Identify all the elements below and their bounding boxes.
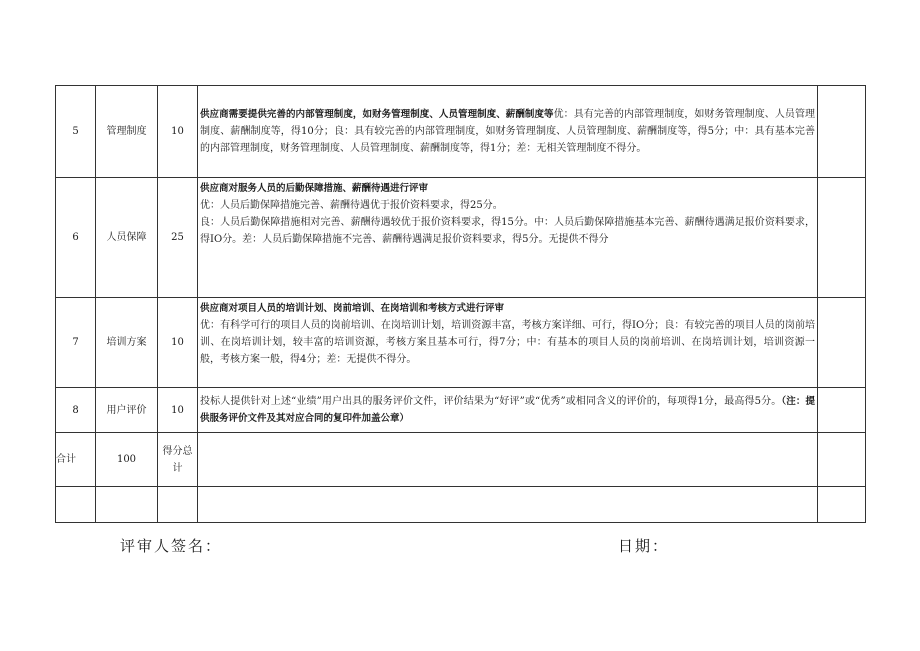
total-row bbox=[56, 433, 866, 487]
criteria-grading: 良：人员后勤保障措施相对完善、薪酬待遇较优于报价资料要求，得15分。中：人员后勤保障措施基本完善、薪酬待遇满足报价资料要求，得IO分。差：人员后勤保障措施不完善、薪酬待遇满足报价资料要求，得5分。无提供不得分 bbox=[200, 217, 815, 245]
total-extra-cell bbox=[818, 433, 866, 487]
criteria-requirement: 供应商对服务人员的后勤保障措施、薪酬待遇进行评审 bbox=[200, 183, 429, 194]
criteria-description bbox=[198, 86, 818, 178]
row-number: 8 bbox=[56, 388, 96, 433]
table-row bbox=[56, 298, 866, 388]
scoring-table bbox=[55, 85, 866, 523]
empty-row bbox=[56, 487, 866, 523]
criteria-description bbox=[198, 388, 818, 433]
reviewer-signature-label: 评审人签名： bbox=[120, 537, 223, 555]
criteria-requirement: 供应商需要提供完善的内部管理制度，如财务管理制度、人员管理制度、薪酬制度等 bbox=[200, 109, 554, 120]
criteria-grading-excellent: 优：人员后勤保障措施完善、薪酬待遇优于报价资料要求，得25分。 bbox=[200, 200, 503, 211]
table-row bbox=[56, 178, 866, 298]
total-score-cell[interactable] bbox=[198, 433, 818, 487]
total-score-label: 得分总计 bbox=[158, 433, 198, 487]
criteria-grading: 优：有科学可行的项目人员的岗前培训、在岗培训计划，培训资源丰富，考核方案详细、可行，得IO分；良：有较完善的项目人员的岗前培训、在岗培训计划，较丰富的培训资源，考核方案且基本可行，得7分；中：有基本的项目人员的岗前培训、在岗培训计划，培训资源一般，考核方案一般，得4分；差：无提供不得分。 bbox=[200, 320, 815, 365]
criteria-grading: 优：具有完善的内部管理制度，如财务管理制度、人员管理制度、薪酬制度等，得10分；良：具有较完善的内部管理制度，如财务管理制度、人员管理制度、薪酬制度等，得5分；中：具有基本完善的内部管理制度，财务管理制度、人员管理制度、薪酬制度等，得1分；差：无相关管理制度不得分。 bbox=[200, 109, 815, 154]
criteria-name: 人员保障 bbox=[96, 178, 158, 298]
score-cell[interactable] bbox=[818, 86, 866, 178]
table-row bbox=[56, 388, 866, 433]
criteria-name: 培训方案 bbox=[96, 298, 158, 388]
score-cell[interactable] bbox=[818, 298, 866, 388]
score-cell[interactable] bbox=[818, 388, 866, 433]
criteria-score: 10 bbox=[158, 86, 198, 178]
empty-cell bbox=[56, 487, 96, 523]
criteria-requirement: 供应商对项目人员的培训计划、岗前培训、在岗培训和考核方式进行评审 bbox=[200, 303, 505, 314]
row-number: 7 bbox=[56, 298, 96, 388]
criteria-note: （注：提供服务评价文件及其对应合同的复印件加盖公章） bbox=[200, 396, 815, 424]
criteria-description bbox=[198, 298, 818, 388]
row-number: 5 bbox=[56, 86, 96, 178]
empty-cell bbox=[158, 487, 198, 523]
empty-cell[interactable] bbox=[198, 487, 818, 523]
criteria-score: 25 bbox=[158, 178, 198, 298]
date-label: 日期： bbox=[618, 537, 670, 555]
criteria-description bbox=[198, 178, 818, 298]
total-label: 合计 bbox=[56, 433, 96, 487]
empty-cell bbox=[818, 487, 866, 523]
criteria-grading: 投标人提供针对上述“业绩”用户出具的服务评价文件，评价结果为“好评”或“优秀”或相同含义的评价的，每项得1分，最高得5分。 bbox=[200, 396, 782, 407]
criteria-name: 管理制度 bbox=[96, 86, 158, 178]
score-cell[interactable] bbox=[818, 178, 866, 298]
criteria-name: 用户评价 bbox=[96, 388, 158, 433]
row-number: 6 bbox=[56, 178, 96, 298]
total-value: 100 bbox=[96, 433, 158, 487]
criteria-score: 10 bbox=[158, 388, 198, 433]
criteria-score: 10 bbox=[158, 298, 198, 388]
empty-cell bbox=[96, 487, 158, 523]
table-row bbox=[56, 86, 866, 178]
